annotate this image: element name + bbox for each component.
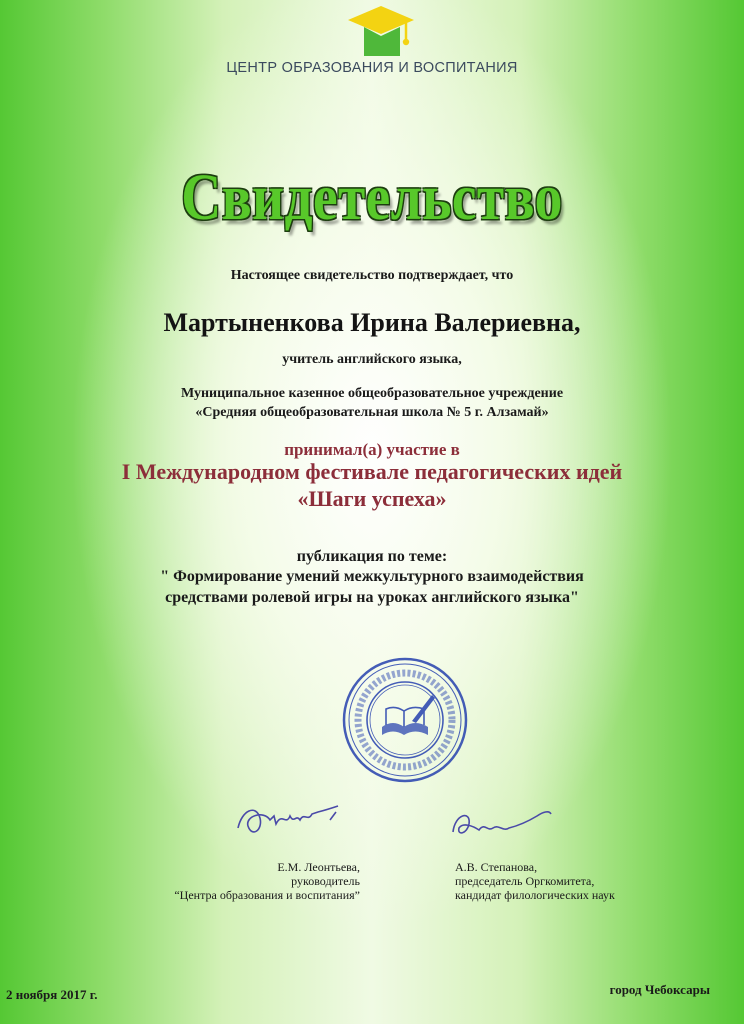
signer-1: [150, 860, 360, 902]
signer-1-role: руководитель: [291, 874, 360, 888]
organization-name: ЦЕНТР ОБРАЗОВАНИЯ И ВОСПИТАНИЯ: [226, 60, 518, 76]
recipient-name: Мартыненкова Ирина Валериевна,: [163, 308, 581, 337]
institution-line-1: Муниципальное казенное общеобразовательное учреждение: [180, 386, 564, 401]
festival-name-line-2: «Шаги успеха»: [297, 486, 447, 511]
signer-2-degree: кандидат филологических наук: [455, 888, 615, 902]
graduation-cap-icon: [346, 4, 416, 60]
recipient-position: учитель английского языка,: [282, 352, 462, 367]
institution-line-2: «Средняя общеобразовательная школа № 5 г. Алзамай»: [195, 405, 549, 420]
topic-line-2: средствами ролевой игры на уроках английского языка": [165, 589, 579, 606]
signer-2: [455, 860, 695, 902]
signer-2-role: председатель Оргкомитета,: [455, 874, 595, 888]
signer-1-organization: “Центра образования и воспитания”: [174, 888, 360, 902]
issue-city: город Чебоксары: [609, 982, 710, 997]
publication-label: публикация по теме:: [296, 548, 448, 565]
issue-date: 2 ноября 2017 г.: [6, 987, 98, 1002]
signature-stepanova: [445, 800, 555, 850]
official-seal-book-icon: [340, 655, 470, 785]
festival-name-line-1: I Международном фестивале педагогических идей: [121, 459, 623, 484]
topic-line-1: " Формирование умений межкультурного взаимодействия: [160, 568, 584, 585]
certificate-title: Свидетельство: [181, 161, 563, 234]
participation-text: принимал(а) участие в: [284, 440, 460, 459]
signer-1-name: Е.М. Леонтьева,: [277, 860, 360, 874]
signer-2-name: А.В. Степанова,: [455, 860, 538, 874]
confirmation-text: Настоящее свидетельство подтверждает, что: [230, 268, 514, 283]
signature-leontieva: [230, 790, 350, 850]
